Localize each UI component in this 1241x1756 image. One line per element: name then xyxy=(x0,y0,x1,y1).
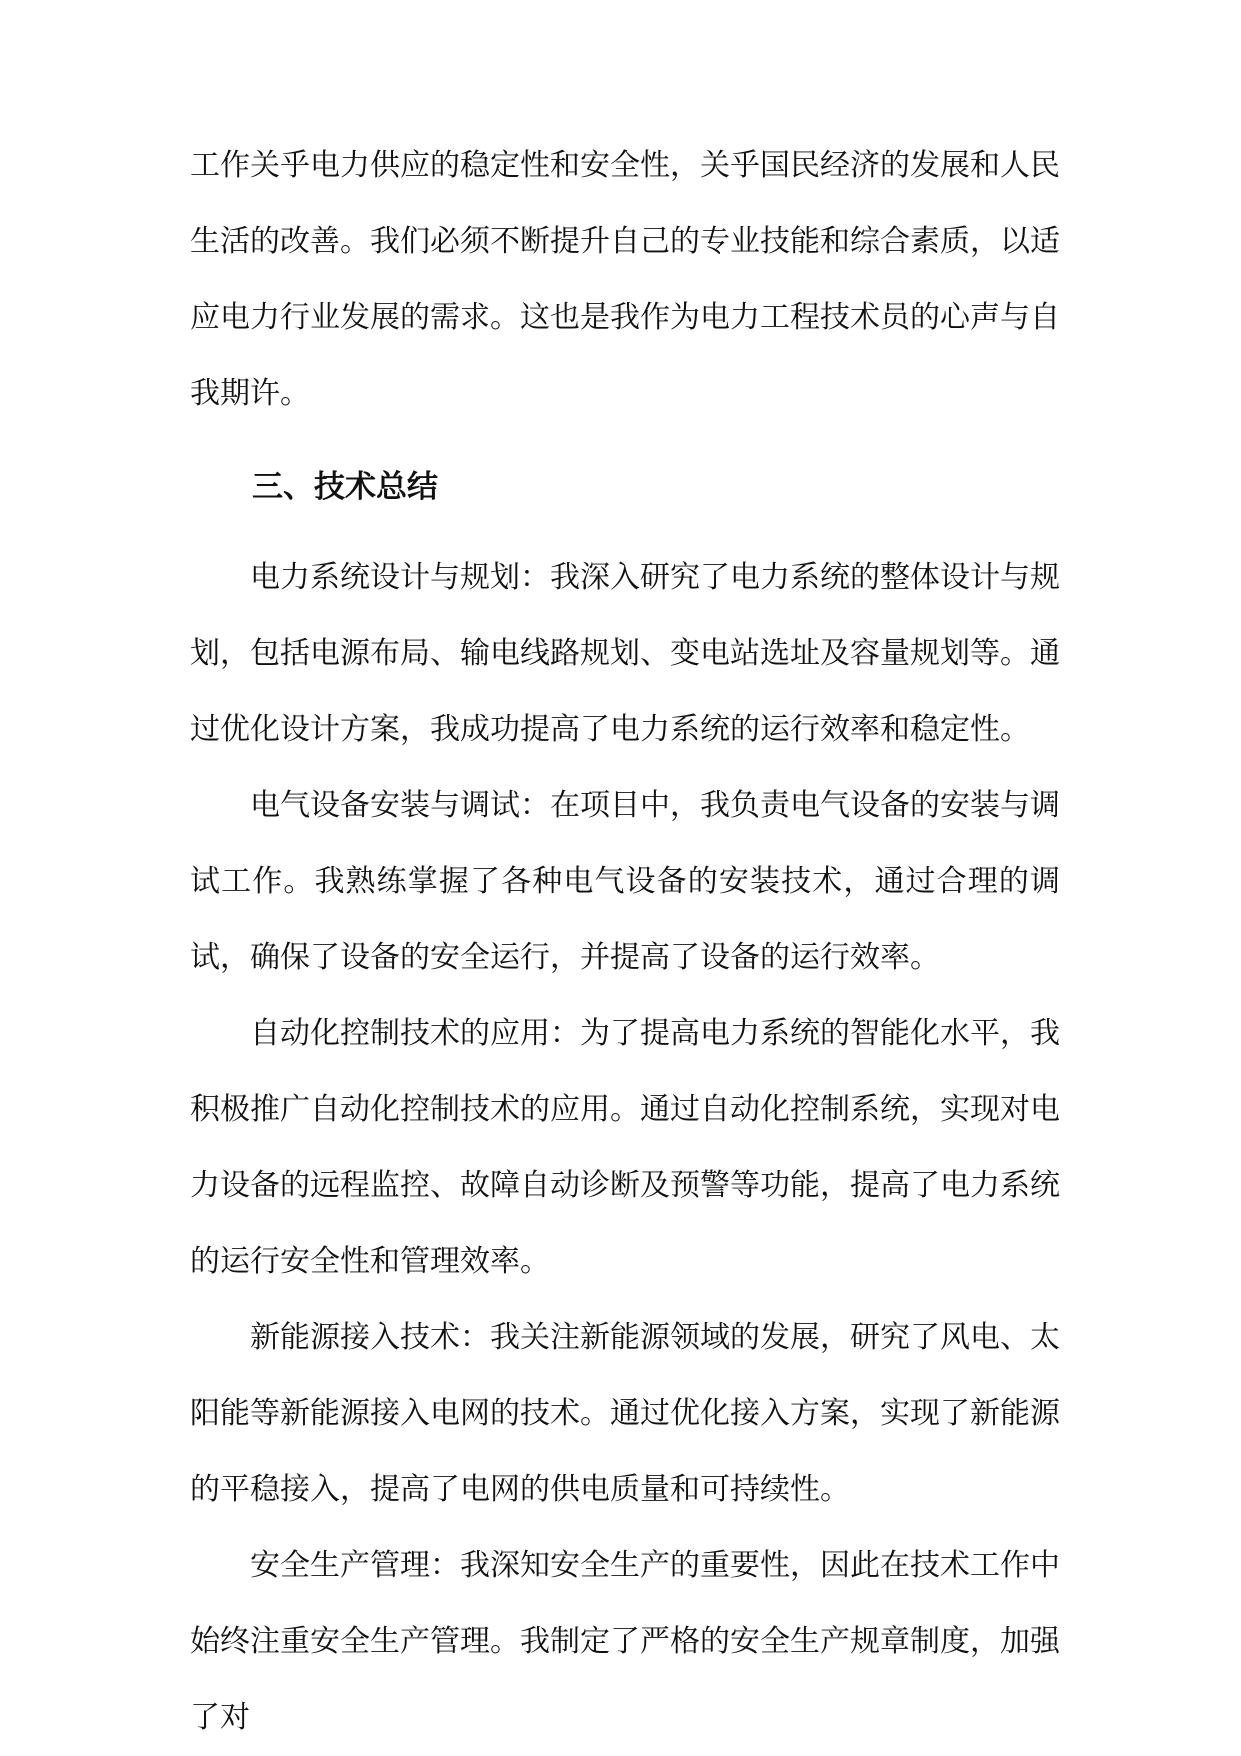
paragraph-new-energy-access: 新能源接入技术：我关注新能源领域的发展，研究了风电、太阳能等新能源接入电网的技术。通过优化接入方案，实现了新能源的平稳接入，提高了电网的供电质量和可持续性。 xyxy=(190,1320,1060,1507)
paragraph-equipment-installation: 电气设备安装与调试：在项目中，我负责电气设备的安装与调试工作。我熟练掌握了各种电气设备的安装技术，通过合理的调试，确保了设备的安全运行，并提高了设备的运行效率。 xyxy=(190,788,1060,975)
continued-paragraph: 工作关乎电力供应的稳定性和安全性，关乎国民经济的发展和人民生活的改善。我们必须不断提升自己的专业技能和综合素质，以适应电力行业发展的需求。这也是我作为电力工程技术员的心声与自我期许。 xyxy=(190,148,1060,411)
paragraph-automation-control: 自动化控制技术的应用：为了提高电力系统的智能化水平，我积极推广自动化控制技术的应用。通过自动化控制系统，实现对电力设备的远程监控、故障自动诊断及预警等功能，提高了电力系统的运行安全性和管理效率。 xyxy=(190,1016,1060,1279)
document-body xyxy=(190,128,1060,1756)
paragraph-safety-management: 安全生产管理：我深知安全生产的重要性，因此在技术工作中始终注重安全生产管理。我制定了严格的安全生产规章制度，加强了对 xyxy=(190,1548,1060,1735)
section-heading: 三、技术总结 xyxy=(252,469,438,505)
paragraph-power-system-design: 电力系统设计与规划：我深入研究了电力系统的整体设计与规划，包括电源布局、输电线路规划、变电站选址及容量规划等。通过优化设计方案，我成功提高了电力系统的运行效率和稳定性。 xyxy=(190,560,1060,747)
